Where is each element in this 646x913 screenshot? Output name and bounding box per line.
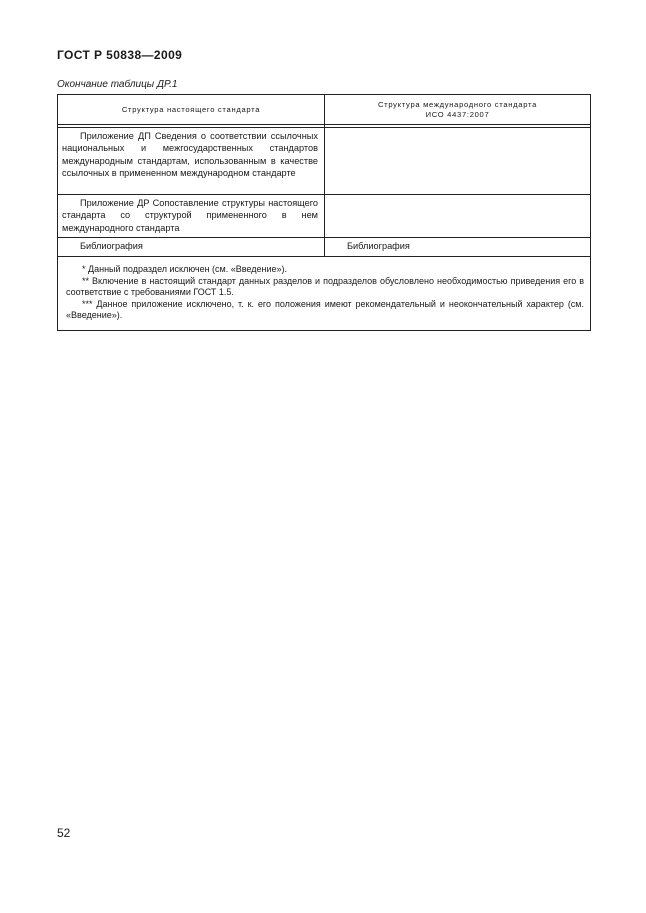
footnote-3: *** Данное приложение исключено, т. к. его положения имеют рекомендательный и неокончательный характер (см. «Введение»). — [66, 298, 584, 321]
table-caption: Окончание таблицы ДР.1 — [57, 79, 178, 90]
footnote-2: ** Включение в настоящий стандарт данных разделов и подразделов обусловлено необходимостью приведения его в соответствие с требованиями ГОСТ 1.5. — [66, 275, 584, 298]
table-cell-right — [325, 128, 590, 194]
table-row — [58, 238, 590, 257]
structure-comparison-table — [57, 94, 591, 331]
column-header-national-label: Структура настоящего стандарта — [121, 104, 261, 114]
column-header-national — [58, 95, 325, 124]
table-row — [58, 128, 590, 195]
table-cell-right: Библиография — [347, 241, 410, 251]
table-cell-left: Приложение ДП Сведения о соответствии ссылочных национальных и межгосударственных стандартов международным стандартам, использованным в качестве ссылочных в примененном международном стандарте — [58, 128, 325, 194]
column-header-international-line2: ИСО 4437:2007 — [425, 109, 490, 119]
page-number: 52 — [57, 826, 71, 840]
table-row — [58, 195, 590, 238]
table-header-row — [58, 95, 590, 125]
column-header-international — [325, 95, 590, 124]
footnotes-block — [58, 257, 590, 330]
gap-right — [325, 125, 590, 127]
table-cell-right — [325, 195, 590, 237]
column-header-international-line1: Структура международного стандарта — [377, 99, 537, 109]
document-standard-code: ГОСТ Р 50838—2009 — [57, 48, 183, 62]
table-cell-left: Приложение ДР Сопоставление структуры настоящего стандарта со структурой примененного в нем международного стандарта — [58, 195, 325, 237]
footnote-1: * Данный подраздел исключен (см. «Введение»). — [82, 264, 288, 274]
gap-left — [58, 125, 325, 127]
table-footnotes — [58, 257, 590, 330]
table-cell-left: Библиография — [58, 238, 325, 256]
